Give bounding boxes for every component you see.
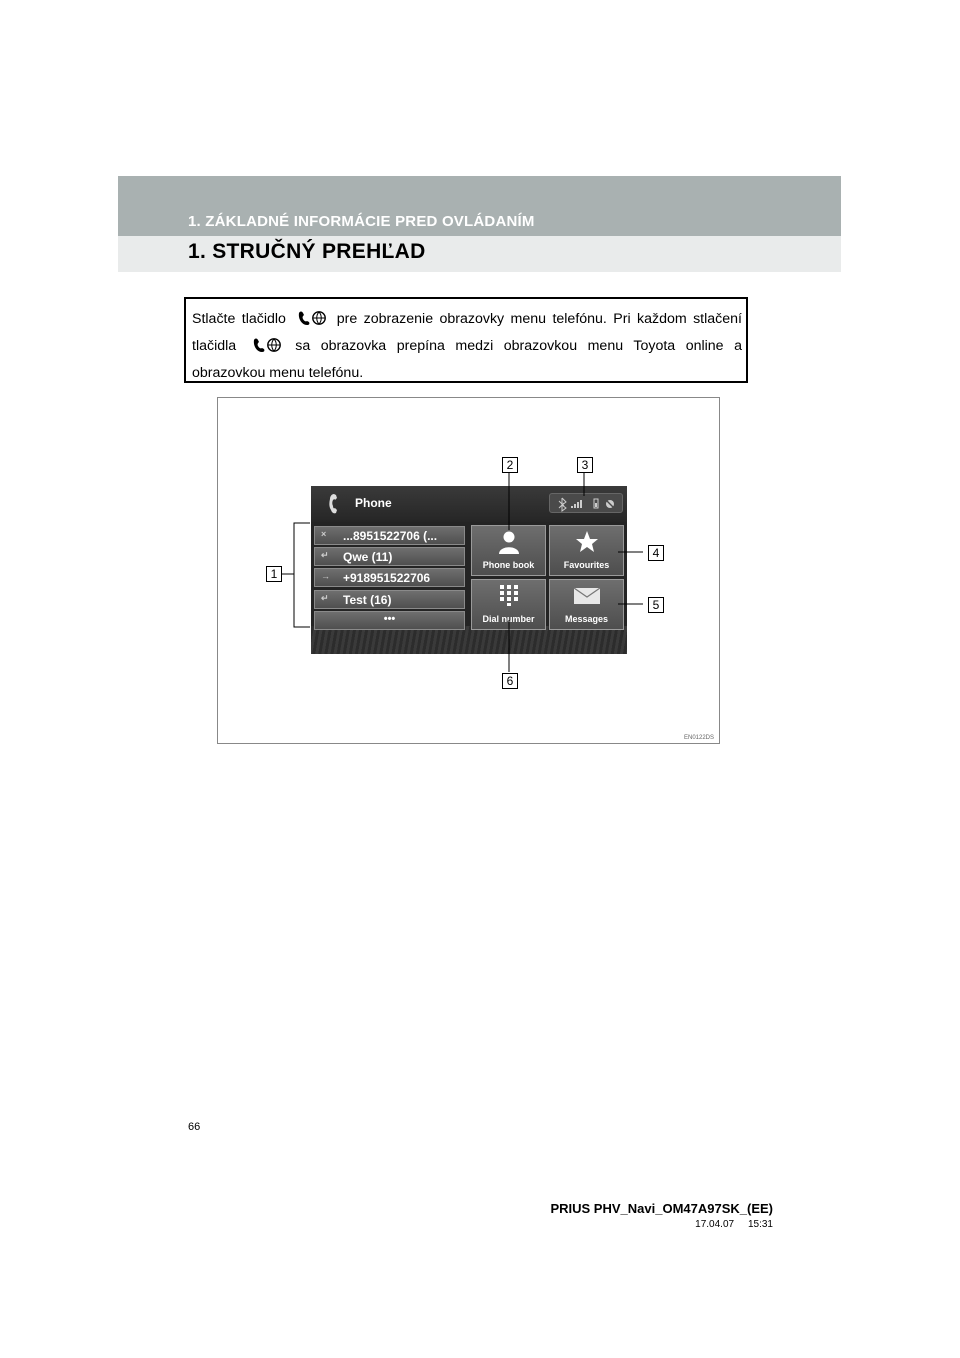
missed-call-icon: × <box>321 529 327 539</box>
history-item-text: Test (16) <box>343 593 392 607</box>
callout-5: 5 <box>648 597 664 613</box>
callout-4: 4 <box>648 545 664 561</box>
intro-text-1: Stlačte tlačidlo <box>192 311 286 327</box>
document-id: PRIUS PHV_Navi_OM47A97SK_(EE) <box>550 1201 773 1216</box>
page-number: 66 <box>188 1121 201 1133</box>
image-code: EN0122DS <box>684 735 715 741</box>
section-label: 1. ZÁKLADNÉ INFORMÁCIE PRED OVLÁDANÍM <box>188 213 535 230</box>
intro-text-3: sa obrazovka prepína medzi obrazovkou menu Toyota online a obrazovkou menu telefónu. <box>192 338 742 381</box>
history-item-text: ...8951522706 (... <box>343 529 438 543</box>
tile-label: Messages <box>564 614 609 624</box>
callout-6: 6 <box>502 673 518 689</box>
history-item-text: +918951522706 <box>343 571 431 585</box>
tile-label: Phone book <box>482 560 535 570</box>
callout-3: 3 <box>577 457 593 473</box>
page-title: 1. STRUČNÝ PREHĽAD <box>188 240 426 263</box>
history-item-text: Qwe (11) <box>343 550 393 564</box>
callout-1: 1 <box>266 566 282 582</box>
incoming-call-icon: ↵ <box>321 593 329 603</box>
outgoing-call-icon: → <box>321 571 330 581</box>
document-timestamp: 17.04.07 15:31 <box>695 1219 773 1230</box>
intro-text-2: pre zobrazenie obrazovky menu telefónu. Pri každom stlačení tlačidla <box>192 311 742 354</box>
callout-2: 2 <box>502 457 518 473</box>
screen-title: Phone <box>355 496 392 510</box>
tile-label: Dial number <box>482 614 535 624</box>
incoming-call-icon: ↵ <box>321 550 329 560</box>
more-history-button[interactable]: ••• <box>314 611 465 630</box>
tile-label: Favourites <box>563 560 610 570</box>
